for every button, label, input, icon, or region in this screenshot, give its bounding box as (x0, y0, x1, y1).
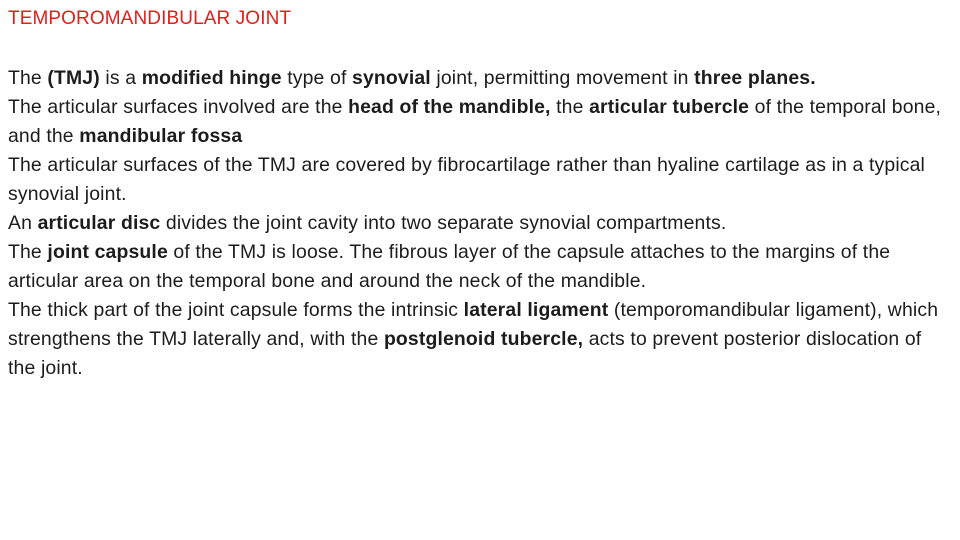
bold-term: articular disc (37, 212, 161, 234)
paragraph-text: The (8, 67, 48, 89)
bold-term: joint capsule (47, 241, 168, 263)
bold-term: synovial (352, 67, 431, 89)
paragraph-text: type of (281, 67, 353, 89)
body-paragraph (8, 209, 953, 238)
paragraph-text: The articular surfaces involved are the (8, 96, 349, 118)
body-paragraph (8, 64, 953, 93)
body-paragraph (8, 238, 953, 296)
paragraph-text: divides the joint cavity into two separate synovial compartments. (160, 212, 727, 234)
body-paragraph (8, 296, 953, 383)
paragraph-text: The (8, 241, 48, 263)
bold-term: three planes. (694, 67, 816, 89)
slide-title: TEMPOROMANDIBULAR JOINT (8, 8, 292, 29)
body-paragraph (8, 93, 953, 151)
paragraph-text: The articular surfaces of the TMJ are covered by fibrocartilage rather than hyaline cartilage as in a typical synovial joint. (8, 154, 926, 205)
bold-term: mandibular fossa (79, 125, 243, 147)
bold-term: postglenoid tubercle, (383, 328, 584, 350)
paragraph-text: the (550, 96, 590, 118)
bold-term: articular tubercle (589, 96, 750, 118)
slide-body (8, 64, 953, 383)
paragraph-text: is a (99, 67, 142, 89)
bold-term: head of the mandible, (348, 96, 551, 118)
paragraph-text: joint, permitting movement in (430, 67, 695, 89)
paragraph-text: (temporomandibular ligament), which strengthens the TMJ laterally and, with the (8, 299, 939, 350)
paragraph-text: of the TMJ is loose. The fibrous layer of the capsule attaches to the margins of the articular area on the temporal bone and around the neck of the mandible. (8, 241, 891, 292)
bold-term: lateral ligament (463, 299, 609, 321)
paragraph-text: The thick part of the joint capsule forms the intrinsic (8, 299, 464, 321)
paragraph-text: acts to prevent posterior dislocation of the joint. (8, 328, 922, 379)
paragraph-text: An (8, 212, 38, 234)
bold-term: (TMJ) (47, 67, 100, 89)
paragraph-text: of the temporal bone, and the (8, 96, 942, 147)
body-paragraph (8, 151, 953, 209)
bold-term: modified hinge (141, 67, 282, 89)
